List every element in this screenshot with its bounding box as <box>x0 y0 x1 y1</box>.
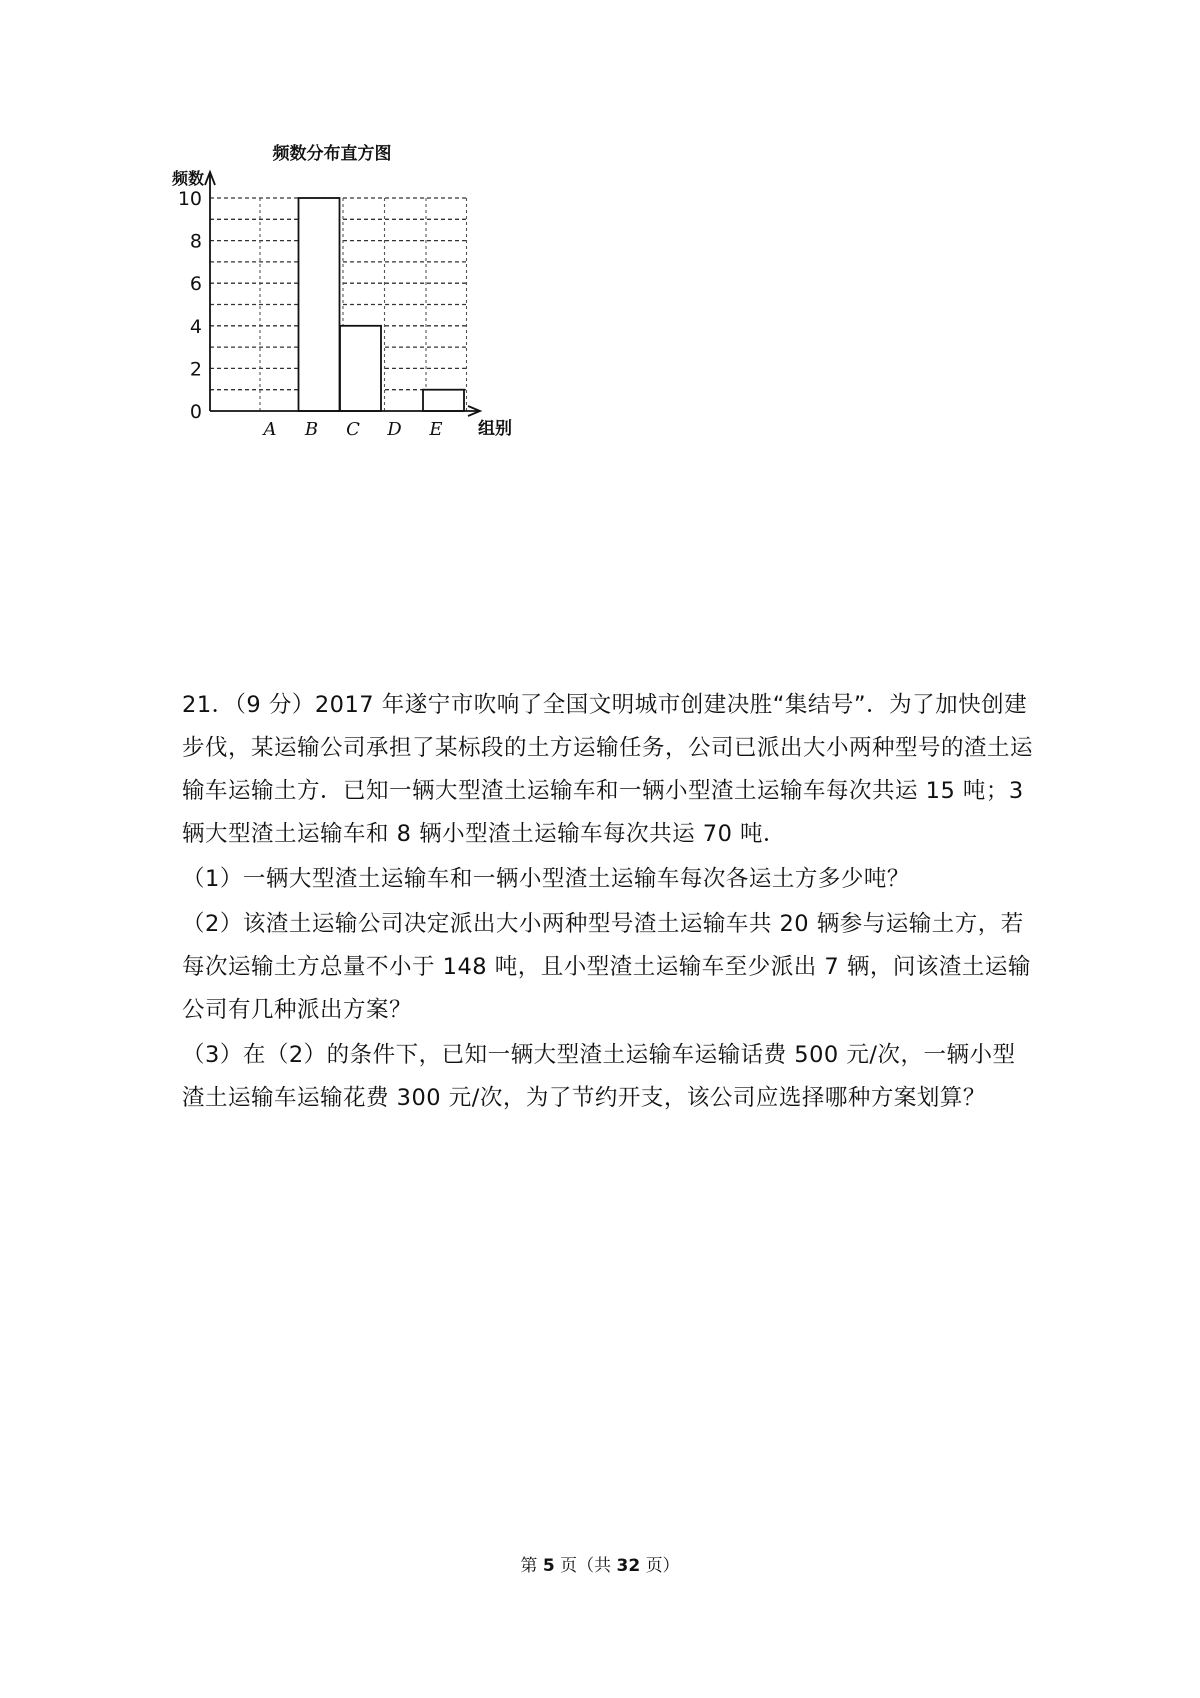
y-tick-label: 6 <box>189 273 202 296</box>
chart-title: 频数分布直方图 <box>272 144 392 164</box>
histogram-bar <box>299 198 340 411</box>
x-category-label: C <box>346 419 360 440</box>
x-category-label: E <box>429 419 443 440</box>
question-21 <box>182 684 1037 1120</box>
x-category-label: A <box>263 419 277 440</box>
question-part-2: （2）该渣土运输公司决定派出大小两种型号渣土运输车共 20 辆参与运输土方，若每次运输土方总量不小于 148 吨，且小型渣土运输车至少派出 7 辆，问该渣土运输公司有几种派出方案？ <box>182 911 1031 1023</box>
footer-total-pages: 32 <box>616 1556 641 1576</box>
y-tick-label: 8 <box>189 230 202 253</box>
question-part-1: （1）一辆大型渣土运输车和一辆小型渣土运输车每次各运土方多少吨？ <box>182 866 910 892</box>
x-category-label: B <box>304 419 319 440</box>
footer-page-number: 5 <box>542 1556 555 1576</box>
y-tick-label: 0 <box>189 401 202 423</box>
y-tick-label: 2 <box>189 358 202 381</box>
y-tick-label: 10 <box>177 188 202 210</box>
y-tick-label: 4 <box>189 315 202 338</box>
histogram-bar <box>423 390 464 411</box>
x-axis-label: 组别 <box>478 419 512 439</box>
y-axis-label: 频数 <box>171 169 205 188</box>
footer-prefix: 第 <box>520 1556 538 1576</box>
histogram-bar <box>340 326 381 411</box>
question-stem: 21．（9 分）2017 年遂宁市吹响了全国文明城市创建决胜“集结号”．为了加快创建步伐，某运输公司承担了某标段的土方运输任务，公司已派出大小两种型号的渣土运输车运输土方．已知一辆大型渣土运输车和一辆小型渣土运输车每次共运 15 吨；3 辆大型渣土运输车和 8 辆小型渣土运输车每次共运 70 吨． <box>182 692 1034 847</box>
x-category-label: D <box>387 419 402 440</box>
page-footer <box>0 1551 1200 1576</box>
footer-middle: 页（共 <box>560 1556 612 1576</box>
footer-suffix: 页） <box>645 1556 680 1576</box>
question-part-3: （3）在（2）的条件下，已知一辆大型渣土运输车运输话费 500 元/次，一辆小型渣土运输车运输花费 300 元/次，为了节约开支，该公司应选择哪种方案划算？ <box>182 1042 1016 1111</box>
frequency-histogram <box>160 135 560 495</box>
